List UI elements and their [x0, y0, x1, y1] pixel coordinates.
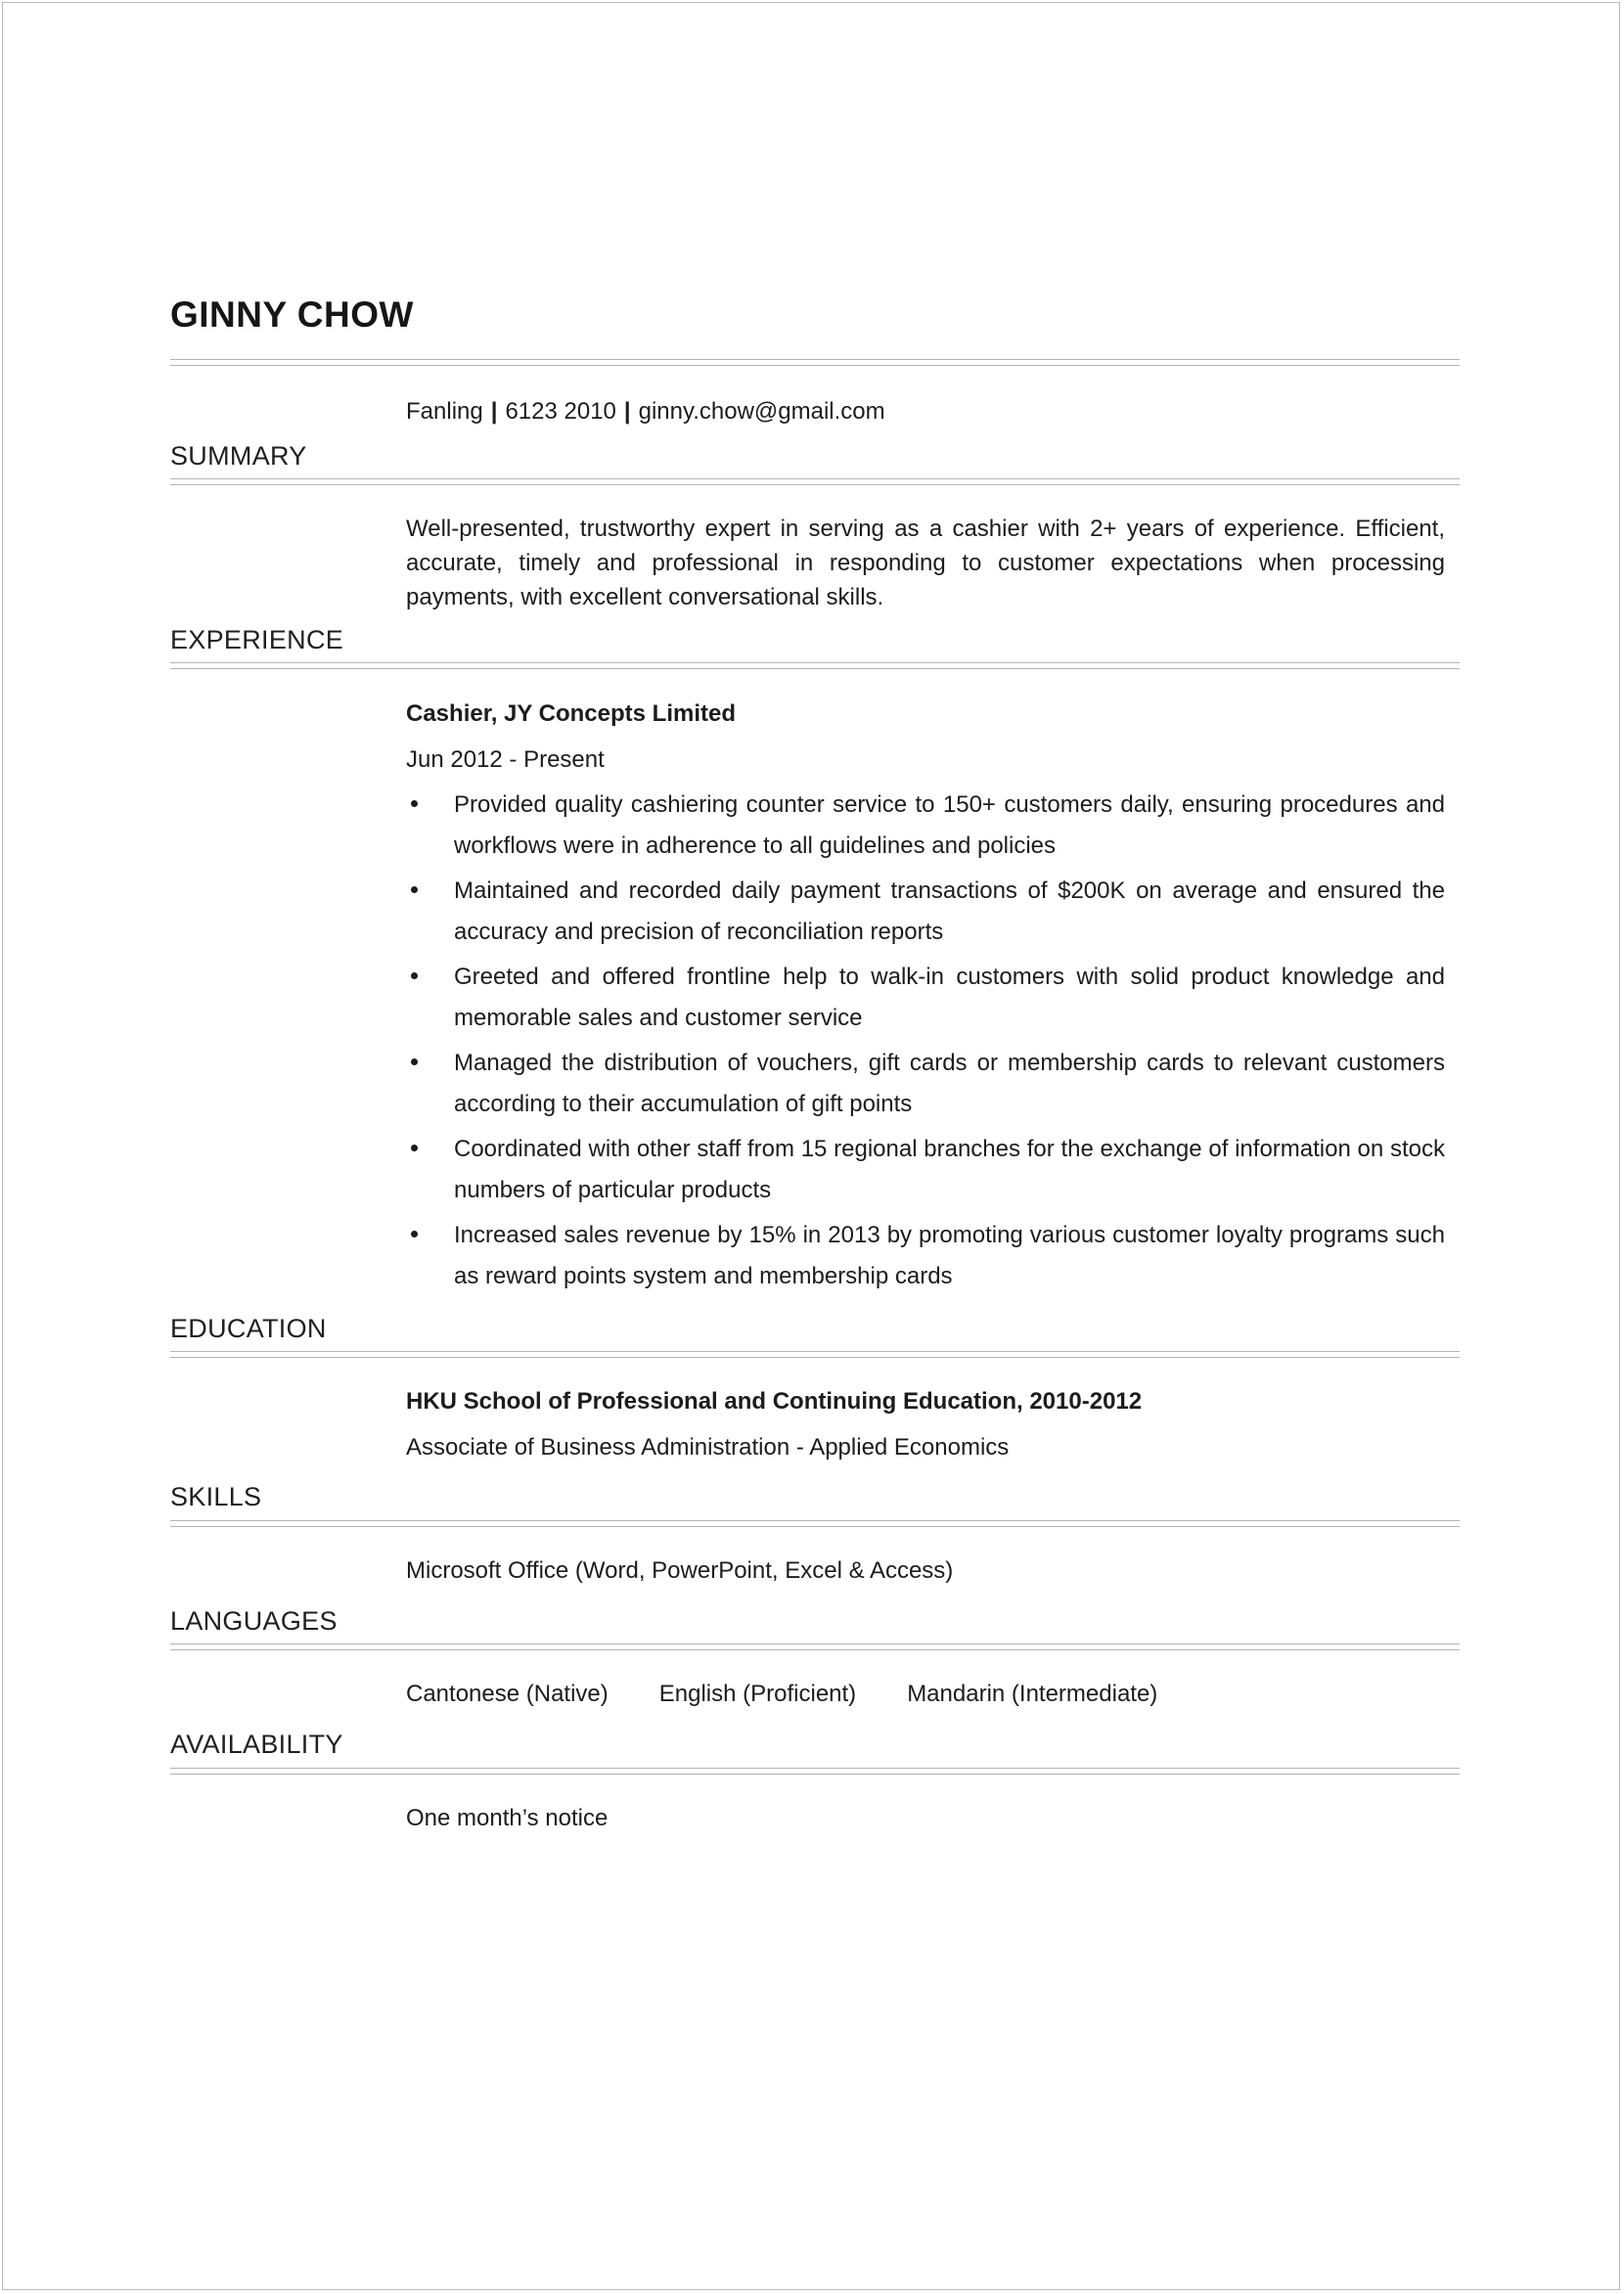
- job-bullet: [406, 1129, 1445, 1203]
- languages-divider: [170, 1643, 1460, 1650]
- language-item: Cantonese (Native): [406, 1681, 609, 1707]
- education-heading: EDUCATION: [170, 1314, 327, 1343]
- education-school: HKU School of Professional and Continuing Education, 2010-2012: [406, 1388, 1143, 1415]
- candidate-name: GINNY CHOW: [170, 294, 414, 335]
- job-bullet: [406, 957, 1445, 1031]
- education-divider: [170, 1351, 1460, 1358]
- resume-page: [2, 2, 1620, 2290]
- bullet-dot: [411, 1058, 418, 1065]
- job-bullet: [406, 785, 1445, 859]
- job-bullet-list: [406, 785, 1445, 1301]
- summary-heading: SUMMARY: [170, 441, 307, 471]
- job-bullet-text: Provided quality cashiering counter service to 150+ customers daily, ensuring procedures and workflows were in adherence to all guidelines and policies: [454, 791, 1445, 859]
- job-bullet-text: Maintained and recorded daily payment transactions of $200K on average and ensured the accuracy and precision of reconciliation reports: [454, 877, 1445, 945]
- contact-location: Fanling: [406, 398, 483, 425]
- job-title: Cashier, JY Concepts Limited: [406, 700, 736, 727]
- language-item: Mandarin (Intermediate): [907, 1681, 1158, 1707]
- contact-email: ginny.chow@gmail.com: [638, 398, 885, 425]
- availability-text: One month’s notice: [406, 1805, 609, 1831]
- languages-list: [406, 1677, 1445, 1711]
- bullet-dot: [411, 1231, 418, 1237]
- bullet-dot: [411, 800, 418, 807]
- languages-heading: LANGUAGES: [170, 1606, 338, 1636]
- summary-text: Well-presented, trustworthy expert in serving as a cashier with 2+ years of experience. Efficient, accurate, timely and professional in responding to customer expectations when processing payments, with excellent conversational skills.: [406, 516, 1445, 610]
- job-bullet-text: Increased sales revenue by 15% in 2013 by promoting various customer loyalty programs such as reward points system and membership cards: [454, 1222, 1445, 1289]
- job-bullet-text: Greeted and offered frontline help to walk-in customers with solid product knowledge and memorable sales and customer service: [454, 964, 1445, 1031]
- education-degree: Associate of Business Administration - Applied Economics: [406, 1434, 1010, 1461]
- job-bullet-text: Managed the distribution of vouchers, gift cards or membership cards to relevant customers according to their accumulation of gift points: [454, 1050, 1445, 1117]
- job-bullet: [406, 1215, 1445, 1289]
- job-bullet-text: Coordinated with other staff from 15 regional branches for the exchange of information on stock numbers of particular products: [454, 1136, 1445, 1203]
- experience-heading: EXPERIENCE: [170, 625, 344, 654]
- experience-divider: [170, 662, 1460, 669]
- skills-divider: [170, 1520, 1460, 1527]
- name-divider: [170, 359, 1460, 366]
- bullet-dot: [411, 972, 418, 979]
- job-bullet: [406, 871, 1445, 945]
- contact-phone: 6123 2010: [505, 398, 616, 425]
- job-dates: Jun 2012 - Present: [406, 746, 605, 773]
- summary-divider: [170, 478, 1460, 485]
- contact-separator: |: [490, 398, 498, 425]
- language-item: English (Proficient): [658, 1681, 857, 1707]
- availability-heading: AVAILABILITY: [170, 1730, 343, 1759]
- availability-divider: [170, 1768, 1460, 1775]
- contact-line: [406, 394, 1445, 428]
- bullet-dot: [411, 1145, 418, 1151]
- bullet-dot: [411, 886, 418, 893]
- job-bullet: [406, 1043, 1445, 1117]
- skills-heading: SKILLS: [170, 1482, 262, 1511]
- skills-text: Microsoft Office (Word, PowerPoint, Excel & Access): [406, 1557, 954, 1584]
- contact-separator: |: [623, 398, 631, 425]
